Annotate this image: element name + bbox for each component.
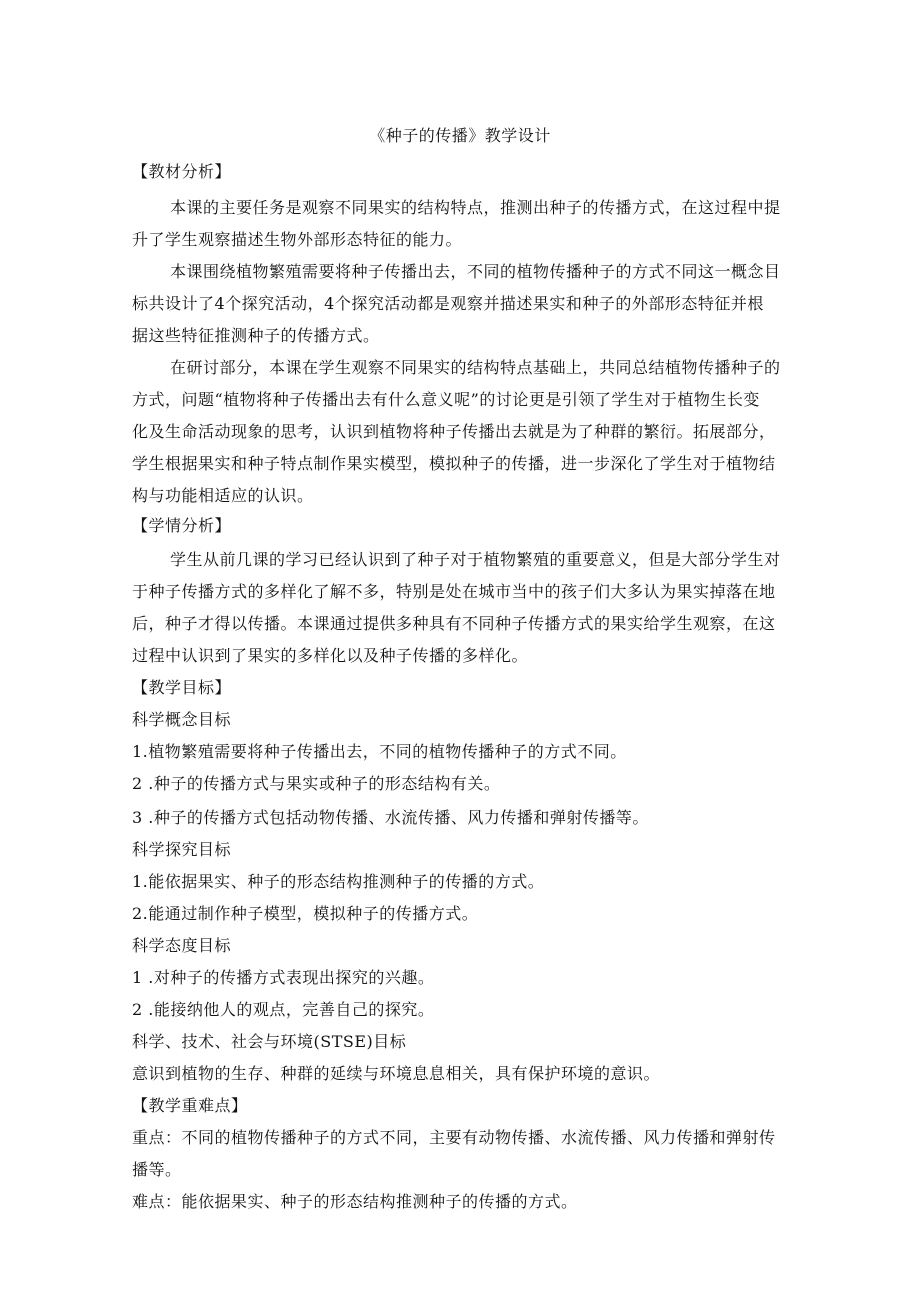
subheading-stse-goals: 科学、技术、社会与环境(STSE)目标 (132, 1032, 407, 1051)
paragraph-line: 重点：不同的植物传播种子的方式不同，主要有动物传播、水流传播、风力传播和弹射传 (132, 1128, 776, 1147)
subheading-attitude-goals: 科学态度目标 (132, 936, 232, 955)
paragraph-line: 难点：能依据果实、种子的形态结构推测种子的传播的方式。 (132, 1192, 578, 1211)
paragraph-line: 过程中认识到了果实的多样化以及种子传播的多样化。 (132, 646, 529, 665)
paragraph-line: 学生根据果实和种子特点制作果实模型，模拟种子的传播，进一步深化了学生对于植物结 (132, 454, 776, 473)
list-item: 2 .种子的传播方式与果实或种子的形态结构有关。 (132, 774, 501, 793)
paragraph-line: 意识到植物的生存、种群的延续与环境息息相关，具有保护环境的意识。 (132, 1064, 661, 1083)
paragraph-line: 本课围绕植物繁殖需要将种子传播出去，不同的植物传播种子的方式不同这一概念目 (170, 262, 781, 281)
paragraph-line: 于种子传播方式的多样化了解不多，特别是处在城市当中的孩子们大多认为果实掉落在地 (132, 582, 776, 601)
paragraph-line: 在研讨部分，本课在学生观察不同果实的结构特点基础上，共同总结植物传播种子的 (170, 358, 781, 377)
heading-key-difficult-points: 【教学重难点】 (132, 1096, 248, 1115)
paragraph-line: 播等。 (132, 1160, 182, 1179)
heading-teaching-goals: 【教学目标】 (132, 678, 232, 697)
paragraph-line: 升了学生观察描述生物外部形态特征的能力。 (132, 230, 463, 249)
subheading-inquiry-goals: 科学探究目标 (132, 840, 232, 859)
paragraph-line: 构与功能相适应的认识。 (132, 486, 314, 505)
list-item: 2.能通过制作种子模型，模拟种子的传播方式。 (132, 904, 479, 923)
heading-student-analysis: 【学情分析】 (132, 516, 232, 535)
list-item: 3 .种子的传播方式包括动物传播、水流传播、风力传播和弹射传播等。 (132, 808, 649, 827)
paragraph-line: 标共设计了4个探究活动，4个探究活动都是观察并描述果实和种子的外部形态特征并根 (132, 294, 764, 313)
paragraph-line: 本课的主要任务是观察不同果实的结构特点，推测出种子的传播方式，在这过程中提 (170, 198, 781, 217)
paragraph-line: 据这些特征推测种子的传播方式。 (132, 326, 380, 345)
list-item: 1 .对种子的传播方式表现出探究的兴趣。 (132, 968, 435, 987)
paragraph-line: 学生从前几课的学习已经认识到了种子对于植物繁殖的重要意义，但是大部分学生对 (170, 550, 781, 569)
paragraph-line: 方式，问题“植物将种子传播出去有什么意义呢”的讨论更是引领了学生对于植物生长变 (132, 390, 760, 409)
list-item: 1.能依据果实、种子的形态结构推测种子的传播的方式。 (132, 872, 545, 891)
paragraph-line: 后，种子才得以传播。本课通过提供多种具有不同种子传播方式的果实给学生观察，在这 (132, 614, 776, 633)
list-item: 2 .能接纳他人的观点，完善自己的探究。 (132, 1000, 435, 1019)
heading-textbook-analysis: 【教材分析】 (132, 162, 232, 181)
list-item: 1.植物繁殖需要将种子传播出去，不同的植物传播种子的方式不同。 (132, 742, 627, 761)
subheading-concept-goals: 科学概念目标 (132, 710, 232, 729)
document-title: 《种子的传播》教学设计 (369, 126, 551, 145)
paragraph-line: 化及生命活动现象的思考，认识到植物将种子传播出去就是为了种群的繁衍。拓展部分， (132, 422, 776, 441)
